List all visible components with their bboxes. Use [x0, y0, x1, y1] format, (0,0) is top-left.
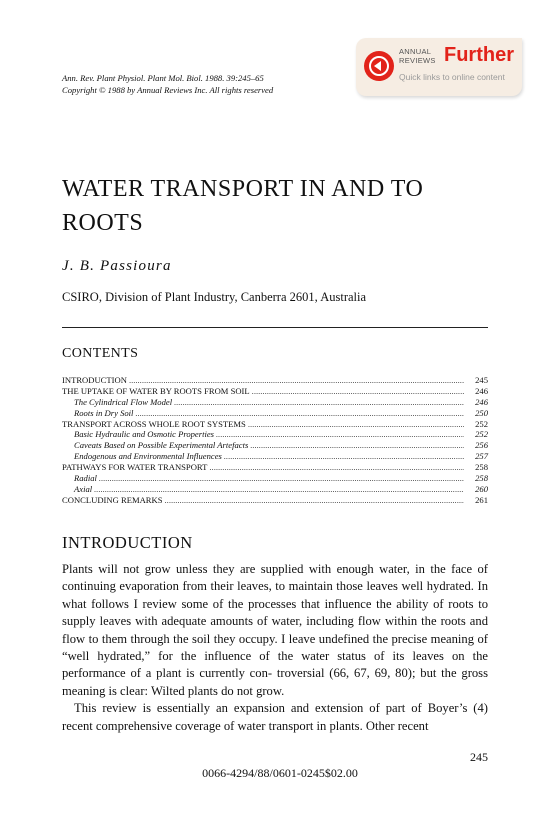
annual-reviews-further-badge[interactable]	[356, 38, 522, 96]
toc-entry[interactable]	[62, 386, 488, 397]
toc-entry[interactable]	[62, 495, 488, 506]
toc-entry-page: 256	[475, 440, 488, 451]
author-affiliation: CSIRO, Division of Plant Industry, Canberra 2601, Australia	[62, 290, 367, 304]
introduction-body	[62, 561, 488, 735]
paragraph: Plants will not grow unless they are supplied with enough water, in the face of continuing evaporation from their leaves, to maintain those leaves well hydrated. In what follows I review some of the processes that influence the ability of roots to supply leaves with adequate amounts of water, including flow within the roots and flow to them through the soil they occupy. I leave undefined the precise meaning of “well hydrated,” for the influence of the water status of its leaves on the performance of a plant is currently con- troversial (66, 67, 69, 80); but the gross meaning is clear: Wilted plants do not grow.	[62, 562, 488, 698]
toc-entry-label: CONCLUDING REMARKS	[62, 494, 163, 505]
toc-leader-dots	[209, 462, 464, 473]
table-of-contents	[62, 375, 488, 506]
play-arrow-icon	[364, 51, 394, 81]
toc-entry[interactable]	[62, 408, 488, 419]
toc-entry-label: Roots in Dry Soil	[74, 407, 134, 418]
toc-entry[interactable]	[62, 462, 488, 473]
toc-entry-page: 250	[475, 407, 488, 418]
toc-entry-label: Axial	[74, 483, 93, 494]
toc-entry-label: THE UPTAKE OF WATER BY ROOTS FROM SOIL	[62, 385, 250, 396]
toc-entry-label: Radial	[74, 473, 97, 484]
toc-leader-dots	[135, 408, 464, 419]
toc-entry-page: 261	[475, 494, 488, 505]
toc-leader-dots	[224, 451, 464, 462]
page-number: 245	[470, 750, 488, 764]
toc-entry-label: Basic Hydraulic and Osmotic Properties	[74, 429, 215, 440]
badge-reviews: REVIEWS	[399, 56, 436, 65]
divider	[62, 327, 488, 328]
toc-entry-page: 252	[475, 418, 488, 429]
article-author: J. B. Passioura	[62, 258, 172, 274]
toc-entry-page: 258	[475, 462, 488, 473]
footer-code: 0066-4294/88/0601-0245$02.00	[202, 766, 358, 780]
contents-heading: CONTENTS	[62, 346, 139, 361]
toc-leader-dots	[129, 375, 464, 386]
toc-entry-page: 246	[475, 385, 488, 396]
toc-leader-dots	[174, 397, 464, 408]
badge-further: Further	[444, 44, 514, 66]
toc-entry-page: 258	[475, 473, 488, 484]
toc-leader-dots	[99, 473, 464, 484]
toc-entry-label: Caveats Based on Possible Experimental Artefacts	[74, 440, 249, 451]
toc-leader-dots	[250, 440, 464, 451]
journal-line-2: Copyright © 1988 by Annual Reviews Inc. All rights reserved	[62, 85, 274, 95]
toc-entry-page: 260	[475, 483, 488, 494]
toc-leader-dots	[252, 386, 464, 397]
introduction-heading: INTRODUCTION	[62, 533, 193, 552]
toc-entry-page: 252	[475, 429, 488, 440]
toc-leader-dots	[248, 419, 464, 430]
toc-entry-label: The Cylindrical Flow Model	[74, 396, 173, 407]
toc-entry[interactable]	[62, 473, 488, 484]
toc-entry[interactable]	[62, 419, 488, 430]
toc-entry-page: 246	[475, 396, 488, 407]
journal-line-1: Ann. Rev. Plant Physiol. Plant Mol. Biol. 1988. 39:245–65	[62, 73, 264, 83]
badge-subtitle: Quick links to online content	[399, 72, 505, 82]
toc-entry[interactable]	[62, 451, 488, 462]
toc-entry[interactable]	[62, 429, 488, 440]
toc-entry-label: PATHWAYS FOR WATER TRANSPORT	[62, 462, 208, 473]
toc-entry-label: TRANSPORT ACROSS WHOLE ROOT SYSTEMS	[62, 418, 246, 429]
badge-publisher	[399, 47, 436, 65]
toc-entry[interactable]	[62, 440, 488, 451]
toc-leader-dots	[94, 484, 464, 495]
badge-annual: ANNUAL	[399, 47, 432, 56]
toc-entry-label: INTRODUCTION	[62, 375, 127, 385]
toc-leader-dots	[165, 495, 464, 506]
toc-entry-label: Endogenous and Environmental Influences	[74, 451, 222, 462]
toc-entry[interactable]	[62, 484, 488, 495]
toc-entry-page: 257	[475, 451, 488, 462]
article-title: WATER TRANSPORT IN AND TO ROOTS	[62, 176, 424, 236]
toc-entry[interactable]	[62, 375, 488, 386]
toc-entry[interactable]	[62, 397, 488, 408]
toc-entry-page: 245	[475, 375, 488, 385]
journal-citation	[62, 72, 273, 96]
toc-leader-dots	[216, 429, 464, 440]
paragraph: This review is essentially an expansion and extension of part of Boyer’s (4) recent comprehensive coverage of water transport in plants. Other recent	[62, 701, 488, 733]
